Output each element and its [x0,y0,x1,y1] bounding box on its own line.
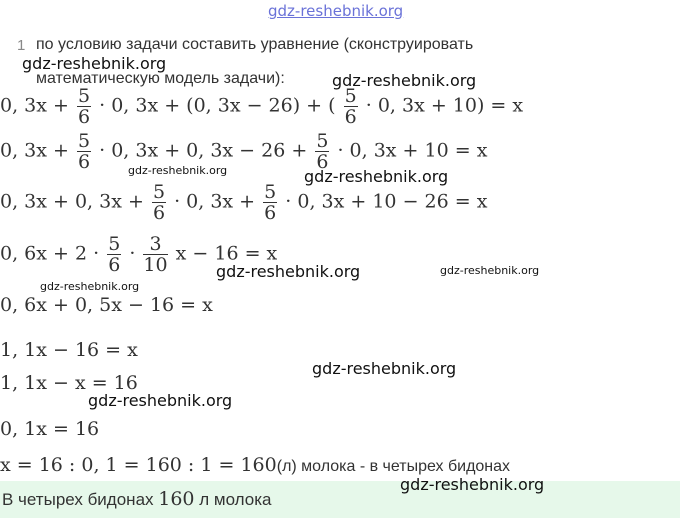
fraction: $\frac{5}{6}$ [152,181,166,224]
fraction: $\frac{3}{10}$ [143,233,168,276]
equation-7: 1, 1x − x = 16 [0,372,138,394]
fraction: $\frac{5}{6}$ [108,233,121,276]
watermark: gdz-reshebnik.org [128,164,228,177]
equation-5: 0, 6x + 0, 5x − 16 = x [0,294,213,316]
answer-suffix: л молока [194,490,272,509]
answer-prefix: В четырех бидонах [2,490,159,509]
watermark-top[interactable]: gdz-reshebnik.org [268,2,404,20]
fraction: $\frac{5}{6}$ [77,85,91,128]
watermark: gdz-reshebnik.org [332,71,477,90]
equation-4: 0, 6x + 2 · $\frac{5}{6}$ · $\frac{3}{10}$ x − 16 = x [0,233,278,276]
fraction: $\frac{5}{6}$ [344,85,357,128]
watermark: gdz-reshebnik.org [312,359,457,378]
watermark: gdz-reshebnik.org [216,262,361,281]
watermark: gdz-reshebnik.org [40,280,140,293]
answer-value: 160 [158,488,195,510]
equation-8: 0, 1x = 16 [0,418,100,440]
equation-1: 0, 3x + $\frac{5}{6}$ · 0, 3x + (0, 3x − 26) + ( $\frac{5}{6}$ · 0, 3x + 10) = x [0,85,524,128]
equation-3: 0, 3x + 0, 3x + $\frac{5}{6}$ · 0, 3x + $\frac{5}{6}$ · 0, 3x + 10 − 26 = x [0,181,488,224]
watermark: gdz-reshebnik.org [304,167,449,186]
watermark: gdz-reshebnik.org [88,391,233,410]
equation-2: 0, 3x + $\frac{5}{6}$ · 0, 3x + 0, 3x − 26 + $\frac{5}{6}$ · 0, 3x + 10 = x [0,130,488,173]
task-text-line2: математическую модель задачи): [36,70,285,87]
fraction: $\frac{5}{6}$ [77,130,91,173]
watermark: gdz-reshebnik.org [400,475,545,494]
equation-6: 1, 1x − 16 = x [0,339,138,361]
task-text-line1: по условию задачи составить уравнение (сконструировать [36,36,474,53]
watermark: gdz-reshebnik.org [440,264,540,277]
watermark: gdz-reshebnik.org [22,54,167,73]
fraction: $\frac{5}{6}$ [316,130,329,173]
equation-9: x = 16 : 0, 1 = 160 : 1 = 160(л) молока - в четырех бидонах [0,454,511,476]
fraction: $\frac{5}{6}$ [264,181,277,224]
answer-box [0,481,680,518]
step-number: 1 [17,37,26,54]
